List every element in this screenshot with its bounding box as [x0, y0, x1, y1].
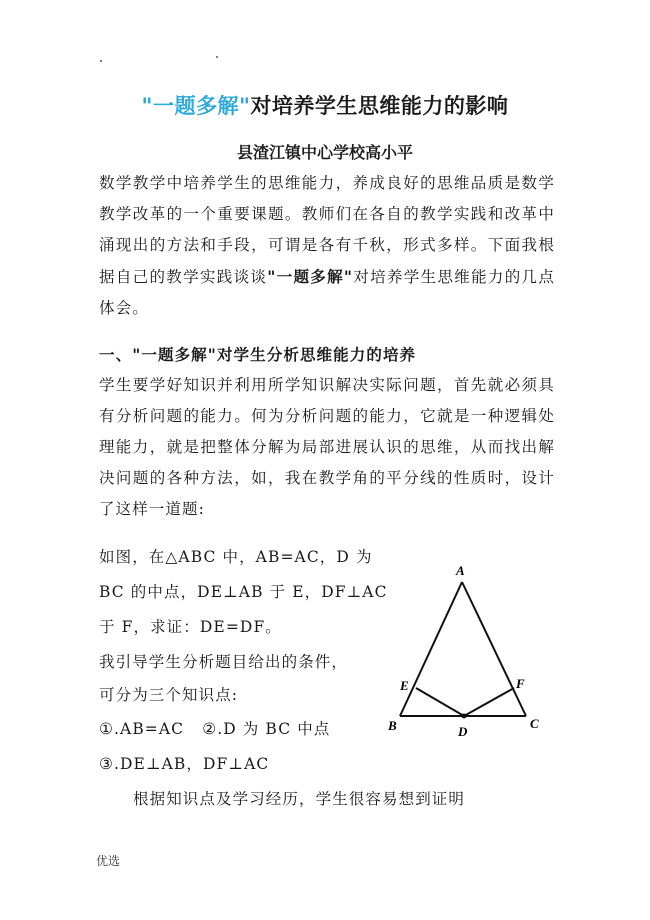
title-text: 对培养学生思维能力的影响 — [250, 93, 509, 118]
label-b: B — [388, 718, 397, 733]
title-highlight: "一题多解" — [141, 93, 251, 118]
page-title — [0, 90, 650, 120]
label-a: A — [456, 563, 465, 578]
segment-ac — [462, 582, 526, 716]
label-d: D — [458, 724, 468, 739]
intro-text-2: 对培养学生思维能力的几点体会。 — [99, 268, 555, 317]
intro-bold-phrase: "一题多解" — [267, 267, 354, 286]
point-d — [462, 714, 467, 719]
label-c: C — [530, 716, 539, 731]
label-f: F — [516, 676, 525, 691]
decorative-dot — [216, 56, 218, 58]
section1-heading: 一、"一题多解"对学生分析思维能力的培养 — [99, 345, 417, 364]
problem-line: ③.DE⊥AB，DF⊥AC — [99, 755, 270, 773]
segment-de — [416, 688, 464, 716]
problem-line: BC 的中点，DE⊥AB 于 E，DF⊥AC — [99, 583, 388, 601]
problem-line: 我引导学生分析题目给出的条件， — [99, 653, 349, 671]
author-line: 县渣江镇中心学校高小平 — [236, 143, 413, 162]
triangle-figure — [380, 558, 550, 748]
intro-paragraph — [99, 168, 555, 324]
label-e: E — [400, 678, 409, 693]
problem-line: 如图，在△ABC 中，AB=AC，D 为 — [99, 548, 373, 566]
footer-text: 优选 — [96, 854, 121, 868]
problem-line: ①.AB=AC ②.D 为 BC 中点 — [99, 720, 331, 738]
segment-df — [464, 688, 514, 716]
problem-line: 于 F，求证：DE=DF。 — [99, 618, 282, 636]
decorative-dot — [100, 60, 102, 62]
intro-text-1: 数学教学中培养学生的思维能力，养成良好的思维品质是数学教学改革的一个重要课题。教师们在各自的教学实践和改革中涌现出的方法和手段，可谓是各有千秋，形式多样。下面我根据自己的教学实践谈谈 — [99, 174, 555, 286]
closing-line: 根据知识点及学习经历，学生很容易想到证明 — [133, 790, 466, 808]
problem-line: 可分为三个知识点: — [99, 686, 239, 704]
section1-paragraph: 学生要学好知识并利用所学知识解决实际问题，首先就必须具有分析问题的能力。何为分析问题的能力，它就是一种逻辑处理能力，就是把整体分解为局部进展认识的思维，从而找出解决问题的各种方法，如，我在教学角的平分线的性质时，设计了这样一道题: — [99, 376, 555, 518]
